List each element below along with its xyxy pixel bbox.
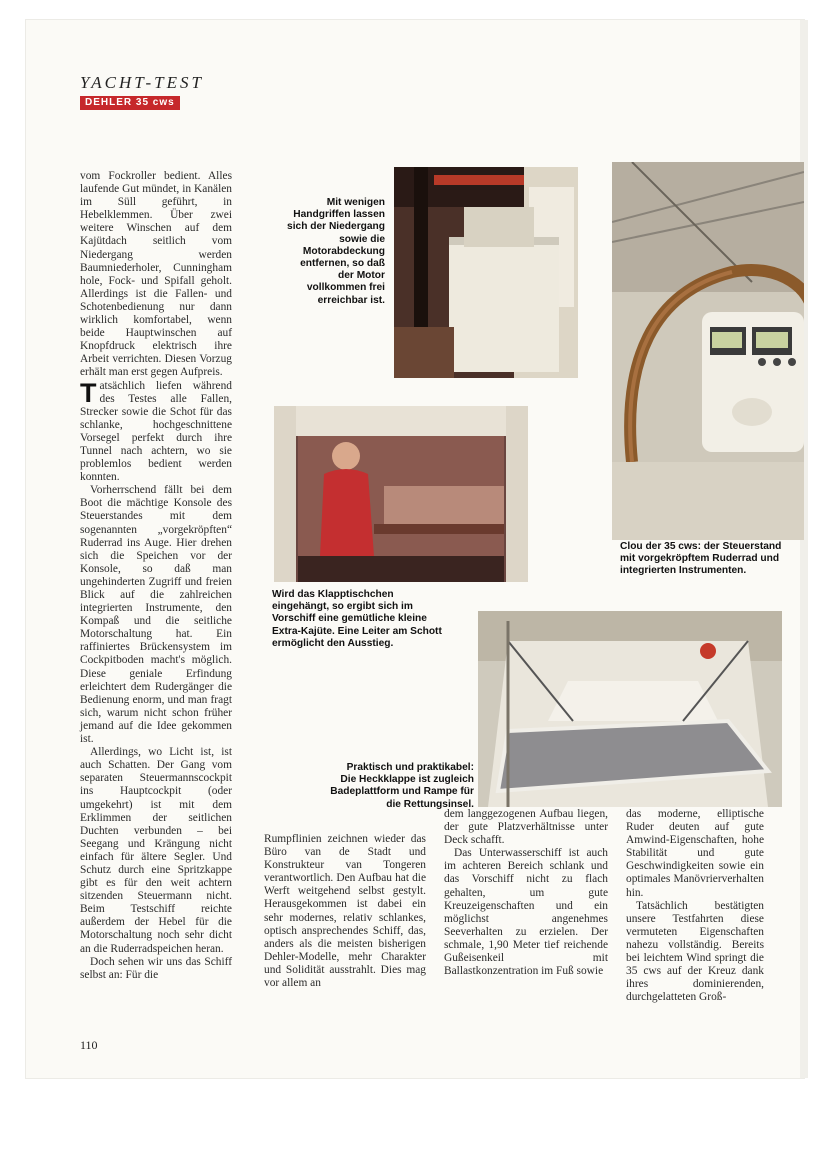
stern-photo-illustration [478,611,782,807]
paragraph-dropcap [80,377,232,485]
model-badge: DEHLER 35 cws [80,96,180,110]
caption-cabin: Wird das Klapptischchen eingehängt, so ergibt sich im Vorschiff eine gemütliche kleine Extra-Kajüte. Eine Leiter am Schott ermöglicht den Ausstieg. [272,589,442,649]
section-title: YACHT-TEST [80,73,204,92]
cabin-photo-illustration [274,406,528,582]
photo-helm [612,162,804,540]
paragraph: Rumpflinien zeichnen wieder das Büro van de Stadt und Konstrukteur van Tongeren verantwortlich. Den Aufbau hat die Werft weitgehend selbst gestylt. Herausgekommen ist dabei ein sehr modernes, relativ schlankes, optisch ansprechendes Schiff, das, anders als die meisten bisherigen Dehler-Modelle, mehr Charakter und Solidität ausstrahlt. Dies mag vor allem an [264,833,426,990]
paragraph: Tatsächlich bestätigten unsere Testfahrten diese vermuteten Eigenschaften nahezu vollständig. Bereits bei leichtem Wind springt die 35 cws auf der Kreuz dank ihres dominierenden, durchgelatteten Groß- [626,899,764,1004]
paragraph: Vorherrschend fällt bei dem Boot die mächtige Konsole des Steuerstandes mit dem sogenannten „vorgekröpften“ Ruderrad ins Auge. Hier drehen sich die Speichen vor der Konsole, so daß man ungehinderten Zugriff und freien Blick auf die zahlreichen integrierten Instrumente, den Kompaß und die seitliche Motorschaltung hat. Ein raffiniertes Brückensystem im Cockpitboden macht's möglich. Diese geniale Erfindung erleichtert dem Rudergänger die Bedienung enorm, und man fragt sich, warum nicht schon früher jemand auf die Idee gekommen ist. [80,484,232,746]
article-column-2 [264,833,426,990]
caption-engine: Mit wenigen Handgriffen lassen sich der Niedergang sowie die Motorabdeckung entfernen, so daß der Motor vollkommen frei erreichbar ist. [287,197,385,306]
paragraph: Doch sehen wir uns das Schiff selbst an: Für die [80,955,232,981]
helm-photo-illustration [612,162,804,540]
paragraph-text: atsächlich liefen während des Testes alle Fallen, Strecker sowie die Schot für das schlanke, hochgeschnittene Vorsegel perfekt durch ihre Tunnel nach achtern, wo sie problemlos bedient werden konnten. [80,379,232,484]
paragraph: dem langgezogenen Aufbau liegen, der gute Platzverhältnisse unter Deck schafft. [444,808,608,847]
article-column-1 [80,170,232,982]
engine-photo-illustration [394,167,578,378]
page-number: 110 [80,1038,98,1052]
section-header [80,74,204,110]
paragraph: das moderne, elliptische Ruder deuten auf gute Amwind-Eigenschaften, hohe Stabilität und gute Geschwindigkeiten sowie ein optimales Manövrierverhalten hin. [626,808,764,899]
photo-forward-cabin [274,406,528,582]
drop-cap: T [80,377,97,408]
photo-stern-platform [478,611,782,807]
paragraph: vom Fockroller bedient. Alles laufende Gut mündet, in Kanälen im Süll geführt, in Hebelklemmen. Über zwei weitere Winschen auf dem Kajütdach seitlich vom Niedergang werden Baumniederholer, Cunningham hole, Fock- und Spifall geholt. Allerdings ist die Fallen- und Schotenbedienung nur dann wirklich komfortabel, wenn beide Hauptwinschen auf Knopfdruck elektrisch ihre Arbeit verrichten. Diesen Vorzug erhält man erst gegen Aufpreis. [80,170,232,379]
article-column-4 [626,808,764,1004]
photo-engine-access [394,167,578,378]
paragraph: Allerdings, wo Licht ist, ist auch Schatten. Der Gang vom separaten Steuermannscockpit ins Hauptcockpit (oder umgekehrt) ist mit dem Erklimmen der seitlichen Duchten verbunden – bei Seegang und Krängung nicht einfach für ältere Segler. Und Schutz durch eine Spritzkappe gibt es für den weit achtern sitzenden Steuermann nicht. Beim Testschiff reichte außerdem der Hebel für die Motorschaltung noch sehr dicht an die Ruderradspeichen heran. [80,746,232,955]
paragraph: Das Unterwasserschiff ist auch im achteren Bereich schlank und das Vorschiff nicht zu flach gehalten, um gute Kreuzeigenschaften und ein möglichst angenehmes Seeverhalten zu erzielen. Der schmale, 1,90 Meter tief reichende Gußeisenkeil mit Ballastkonzentration im Fuß sowie [444,847,608,978]
caption-helm: Clou der 35 cws: der Steuerstand mit vorgekröpftem Ruderrad und integrierten Instrumenten. [620,541,782,577]
article-column-3 [444,808,608,978]
caption-stern: Praktisch und praktikabel: Die Heckklappe ist zugleich Badeplattform und Rampe für die Rettungsinsel. [330,762,474,810]
